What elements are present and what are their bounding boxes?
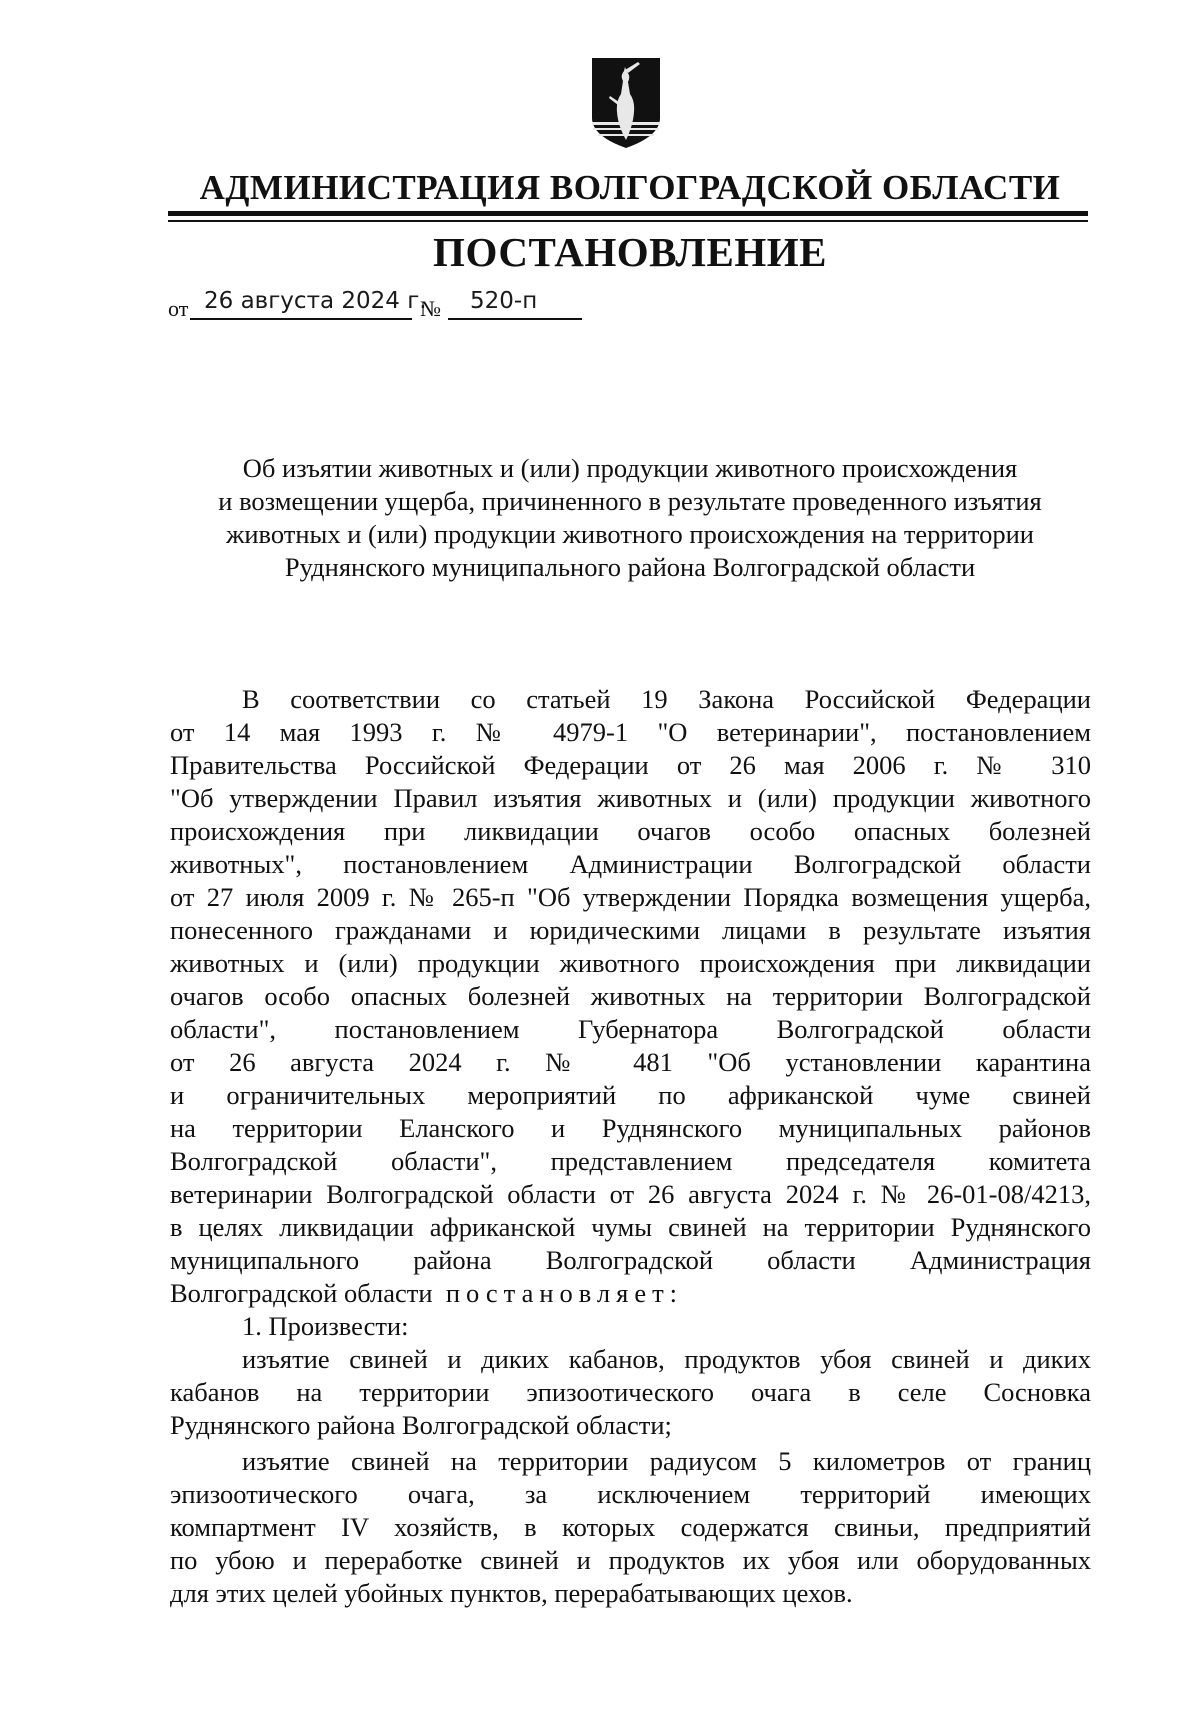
number-value: 520-п	[470, 288, 538, 314]
item-1-a-line: Руднянского района Волгоградской области;	[170, 1410, 672, 1440]
preamble-line: и ограничительных мероприятий по африканской чуме свиней	[170, 1080, 1091, 1110]
preamble-line: муниципального района Волгоградской области Администрация	[170, 1245, 1091, 1275]
item-1-b-line: изъятие свиней на территории радиусом 5 километров от границ	[242, 1446, 1091, 1476]
date-value: 26 августа 2024 г.	[204, 288, 427, 314]
preamble-line: области", постановлением Губернатора Волгоградской области	[170, 1014, 1091, 1044]
document-type-title: ПОСТАНОВЛЕНИЕ	[433, 229, 827, 275]
subject-line: и возмещении ущерба, причиненного в результате проведенного изъятия	[218, 486, 1042, 516]
item-1-a-line: кабанов на территории эпизоотического очага в селе Сосновка	[170, 1377, 1091, 1407]
item-1-b-line: для этих целей убойных пунктов, перерабатывающих цехов.	[170, 1578, 853, 1608]
document-subject	[170, 452, 1090, 584]
preamble-line: Волгоградской области", представлением председателя комитета	[170, 1146, 1091, 1176]
preamble-closing-line	[170, 1277, 1091, 1310]
preamble-closing: Волгоградской области	[170, 1278, 433, 1308]
header-rule-thick	[168, 211, 1088, 216]
preamble-line: на территории Еланского и Руднянского муниципальных районов	[170, 1113, 1091, 1143]
date-prefix: от	[168, 296, 189, 321]
preamble-line: понесенного гражданами и юридическими лицами в результате изъятия	[170, 915, 1091, 945]
subject-line: животных и (или) продукции животного происхождения на территории	[226, 519, 1034, 549]
number-prefix: №	[420, 296, 441, 321]
header-rule-thin	[168, 220, 1088, 222]
item-1-a-line: изъятие свиней и диких кабанов, продуктов убоя свиней и диких	[242, 1344, 1091, 1374]
date-underline	[190, 318, 412, 320]
subject-line: Руднянского муниципального района Волгоградской области	[284, 552, 976, 582]
preamble-line: от 14 мая 1993 г. № 4979-1 "О ветеринарии", постановлением	[170, 717, 1091, 747]
preamble-line: Правительства Российской Федерации от 26 мая 2006 г. № 310	[170, 750, 1091, 780]
preamble-line: происхождения при ликвидации очагов особо опасных болезней	[170, 816, 1091, 846]
item-1-heading: 1. Произвести:	[242, 1311, 409, 1341]
item-1-b-line: по убою и переработке свиней и продуктов их убоя или оборудованных	[170, 1545, 1091, 1575]
item-1-b-line: эпизоотического очага, за исключением территорий имеющих	[170, 1479, 1091, 1509]
document-body	[170, 683, 1091, 1610]
decree-word: постановляет:	[445, 1278, 684, 1308]
number-underline	[448, 318, 582, 320]
preamble-line: животных", постановлением Администрации Волгоградской области	[170, 849, 1091, 879]
preamble-line: в целях ликвидации африканской чумы свиней на территории Руднянского	[170, 1212, 1091, 1242]
preamble-line: ветеринарии Волгоградской области от 26 августа 2024 г. № 26-01-08/4213,	[170, 1179, 1091, 1209]
preamble-line: очагов особо опасных болезней животных на территории Волгоградской	[170, 981, 1091, 1011]
organization-title: АДМИНИСТРАЦИЯ ВОЛГОГРАДСКОЙ ОБЛАСТИ	[199, 168, 1061, 207]
volgograd-coat-of-arms-icon	[588, 56, 664, 152]
subject-line: Об изъятии животных и (или) продукции животного происхождения	[242, 453, 1018, 483]
preamble-line: от 26 августа 2024 г. № 481 "Об установлении карантина	[170, 1047, 1091, 1077]
preamble-line: от 27 июля 2009 г. № 265-п "Об утверждении Порядка возмещения ущерба,	[170, 882, 1091, 912]
item-1-b-line: компартмент IV хозяйств, в которых содержатся свиньи, предприятий	[170, 1512, 1091, 1542]
preamble-line: В соответствии со статьей 19 Закона Российской Федерации	[242, 684, 1091, 714]
preamble-line: животных и (или) продукции животного происхождения при ликвидации	[170, 948, 1091, 978]
preamble-line: "Об утверждении Правил изъятия животных и (или) продукции животного	[170, 783, 1091, 813]
